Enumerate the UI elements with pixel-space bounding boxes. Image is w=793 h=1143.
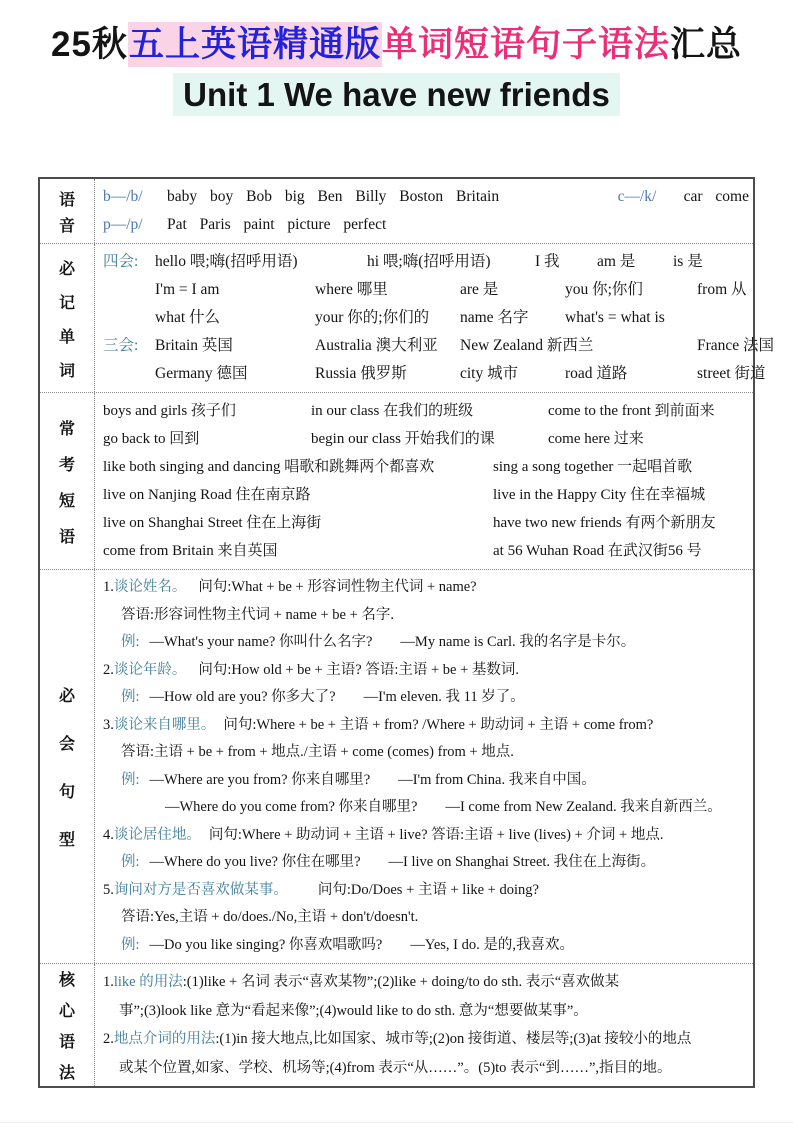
section-label-grammar [40,964,95,1086]
text-row [103,537,749,565]
text-segment: where 哪里 [315,281,388,298]
text-segment: have two new friends 有两个新朋友 [493,515,716,531]
title-segment: 五上英语精通版 [128,22,382,67]
unit-subtitle-text: Unit 1 We have new friends [173,73,620,116]
text-segment: 例: [121,689,140,705]
text-row [103,425,749,453]
text-row [103,332,775,360]
text-segment: —Where do you live? 你住在哪里? [149,854,361,870]
text-row [103,822,749,850]
text-segment: 3. [103,716,114,733]
section-words [40,243,775,392]
text-row [103,657,749,685]
text-segment: 4. [103,826,114,843]
summary-table [38,177,775,1088]
text-row [103,360,766,388]
text-row [103,574,749,602]
text-segment: begin our class 开始我们的课 [311,431,495,447]
text-segment: from 从 [697,281,747,298]
text-row [103,183,749,211]
text-segment: is 是 [673,253,703,270]
section-label-char: 必 [58,688,75,705]
section-label-phonetics [40,179,95,243]
text-segment: live on Shanghai Street 住在上海街 [103,515,322,531]
text-segment: baby boy Bob big Ben Billy Boston Britain [167,188,500,205]
text-segment: car come [683,188,749,205]
text-row [103,1054,749,1083]
text-segment: 三会: [103,337,139,354]
section-label-char: 心 [58,1003,75,1020]
text-segment: 事”;(3)look like 意为“看起来像”;(4)would like to do sth. 意为“想要做某事”。 [119,1002,588,1019]
section-label-char: 语 [58,528,75,546]
text-segment: live in the Happy City 住在幸福城 [493,487,706,503]
section-content-phonetics [95,179,753,243]
text-segment: Britain 英国 [155,337,233,354]
text-segment: 问句:Do/Does + 主语 + like + doing? [317,881,539,898]
section-label-char: 语 [58,1034,75,1051]
section-label-char: 句 [58,784,75,801]
text-segment: 例: [121,854,140,870]
text-segment: street 街道 [697,365,766,382]
text-segment: I 我 [535,253,560,270]
text-segment: 2. [103,1031,114,1047]
unit-subtitle [0,76,793,114]
text-segment: are 是 [460,281,499,298]
text-segment: New Zealand 新西兰 [460,337,594,354]
text-segment: come from Britain 来自英国 [103,543,278,559]
text-segment: am 是 [597,253,636,270]
text-segment: name 名字 [460,309,529,326]
text-segment: 四会: [103,253,139,270]
text-segment: —Yes, I do. 是的,我喜欢。 [410,936,575,953]
section-label-char: 音 [58,217,75,235]
text-segment: 问句:What + be + 形容词性物主代词 + name? [198,579,477,595]
text-segment: —How old are you? 你多大了? [149,689,336,705]
text-row [103,794,749,822]
text-segment: Germany 德国 [155,365,248,382]
text-segment: at 56 Wuhan Road 在武汉街56 号 [493,543,702,559]
text-row [103,211,749,239]
text-segment: like 的用法 [113,974,183,990]
section-label-words [40,244,95,392]
text-segment: what's = what is [565,309,665,326]
section-label-char: 语 [58,191,75,209]
section-label-char: 考 [58,456,75,474]
text-segment: hi 喂;嗨(招呼用语) [367,253,491,270]
text-segment: 问句:How old + be + 主语? 答语:主语 + be + 基数词. [198,661,520,678]
text-segment: boys and girls 孩子们 [103,403,236,419]
section-label-char: 型 [58,832,75,849]
text-segment: 谈论居住地。 [113,826,201,843]
section-grammar [40,963,753,1086]
title-segment: 25秋 [51,25,128,64]
text-segment: hello 喂;嗨(招呼用语) [155,253,298,270]
text-segment: 问句:Where + 助动词 + 主语 + live? 答语:主语 + live (lives) + 介词 + 地点. [208,826,664,843]
text-segment: come here 过来 [548,431,644,447]
text-row [103,397,749,425]
section-label-char: 核 [58,972,75,989]
text-row [103,602,749,630]
section-label-char: 必 [58,260,75,278]
section-label-char: 法 [58,1065,75,1082]
text-row [103,767,749,795]
text-row [103,849,749,877]
text-segment: what 什么 [155,309,221,326]
section-content-phrases [95,393,753,569]
text-segment: go back to 回到 [103,431,200,447]
text-segment: city 城市 [460,365,519,382]
text-segment: Pat Paris paint picture perfect [167,216,387,233]
text-segment: 答语:Yes,主语 + do/does./No,主语 + don't/doesn't. [121,909,419,925]
text-segment: 1. [103,974,114,990]
text-segment: France 法国 [697,337,775,354]
text-row [103,739,749,767]
section-label-char: 记 [58,294,75,312]
section-label-char: 会 [58,736,75,753]
text-row [103,968,749,997]
text-segment: sing a song together 一起唱首歌 [493,459,693,475]
text-row [103,877,749,905]
text-segment: in our class 在我们的班级 [311,403,474,419]
text-segment: 谈论姓名。 [113,579,187,595]
text-row [103,1025,749,1054]
text-segment: —Where do you come from? 你来自哪里? [165,799,418,815]
title-segment: 单词短语句子语法 [381,25,670,64]
text-segment: —I'm from China. 我来自中国。 [398,771,596,788]
text-row [103,248,749,276]
text-segment: 问句:Where + be + 主语 + from? /Where + 助动词 + 主语 + come from? [223,716,654,733]
text-row [103,684,749,712]
page-edge-line [0,1122,793,1123]
text-segment: c—/k/ [617,188,657,205]
section-label-sentences [40,570,95,963]
text-segment: 谈论来自哪里。 [113,716,216,733]
text-segment: 2. [103,661,114,678]
text-segment: come to the front 到前面来 [548,403,715,419]
text-segment: Australia 澳大利亚 [315,337,438,354]
text-row [103,712,749,740]
page-title [0,22,793,68]
text-segment: :(1)like + 名词 表示“喜欢某物”;(2)like + doing/to do sth. 表示“喜欢做某 [182,974,620,990]
text-segment: —My name is Carl. 我的名字是卡尔。 [400,634,636,650]
text-segment: —I come from New Zealand. 我来自新西兰。 [445,799,722,815]
section-label-char: 短 [58,492,75,510]
text-segment: live on Nanjing Road 住在南京路 [103,487,311,503]
text-segment: 例: [121,936,140,953]
text-segment: road 道路 [565,365,628,382]
section-phrases [40,392,753,569]
text-segment: b—/b/ [103,188,143,205]
text-segment: 5. [103,881,114,898]
text-segment: like both singing and dancing 唱歌和跳舞两个都喜欢 [103,459,435,475]
text-segment: —I live on Shanghai Street. 我住在上海街。 [388,854,656,870]
section-label-phrases [40,393,95,569]
text-segment: 例: [121,771,140,788]
text-segment: Russia 俄罗斯 [315,365,407,382]
text-segment: I'm = I am [155,281,220,298]
text-segment: 1. [103,579,114,595]
text-segment: 地点介词的用法 [113,1031,216,1047]
section-label-char: 词 [58,362,75,380]
section-content-sentences [95,570,753,963]
text-segment: —Where are you from? 你来自哪里? [149,771,371,788]
text-segment: p—/p/ [103,216,143,233]
text-segment: 谈论年龄。 [113,661,187,678]
section-phonetics [40,179,753,243]
text-row [103,629,749,657]
text-row [103,509,749,537]
text-segment: 或某个位置,如家、学校、机场等;(4)from 表示“从……”。(5)to 表示“到……”,指目的地。 [119,1059,672,1076]
text-segment: —Do you like singing? 你喜欢唱歌吗? [149,936,383,953]
text-segment: 例: [121,634,140,650]
title-segment: 汇总 [669,25,742,64]
text-segment: 答语:形容词性物主代词 + name + be + 名字. [121,606,395,623]
text-row [103,932,749,960]
text-segment: you 你;你们 [565,281,643,298]
text-row [103,276,749,304]
text-segment: 答语:主语 + be + from + 地点./主语 + come (comes) from + 地点. [121,744,514,760]
text-segment: 询问对方是否喜欢做某事。 [113,881,288,898]
section-content-words [95,244,775,392]
text-row [103,453,749,481]
section-label-char: 常 [58,420,75,438]
text-segment: your 你的;你们的 [315,309,430,326]
text-row [103,904,749,932]
section-content-grammar [95,964,753,1086]
section-sentences [40,569,753,963]
text-row [103,481,749,509]
text-segment: —I'm eleven. 我 11 岁了。 [363,689,525,705]
text-segment: —What's your name? 你叫什么名字? [149,634,373,650]
text-row [103,997,749,1026]
text-segment: :(1)in 接大地点,比如国家、城市等;(2)on 接街道、楼层等;(3)at 接较小的地点 [215,1031,692,1047]
section-label-char: 单 [58,328,75,346]
text-row [103,304,749,332]
